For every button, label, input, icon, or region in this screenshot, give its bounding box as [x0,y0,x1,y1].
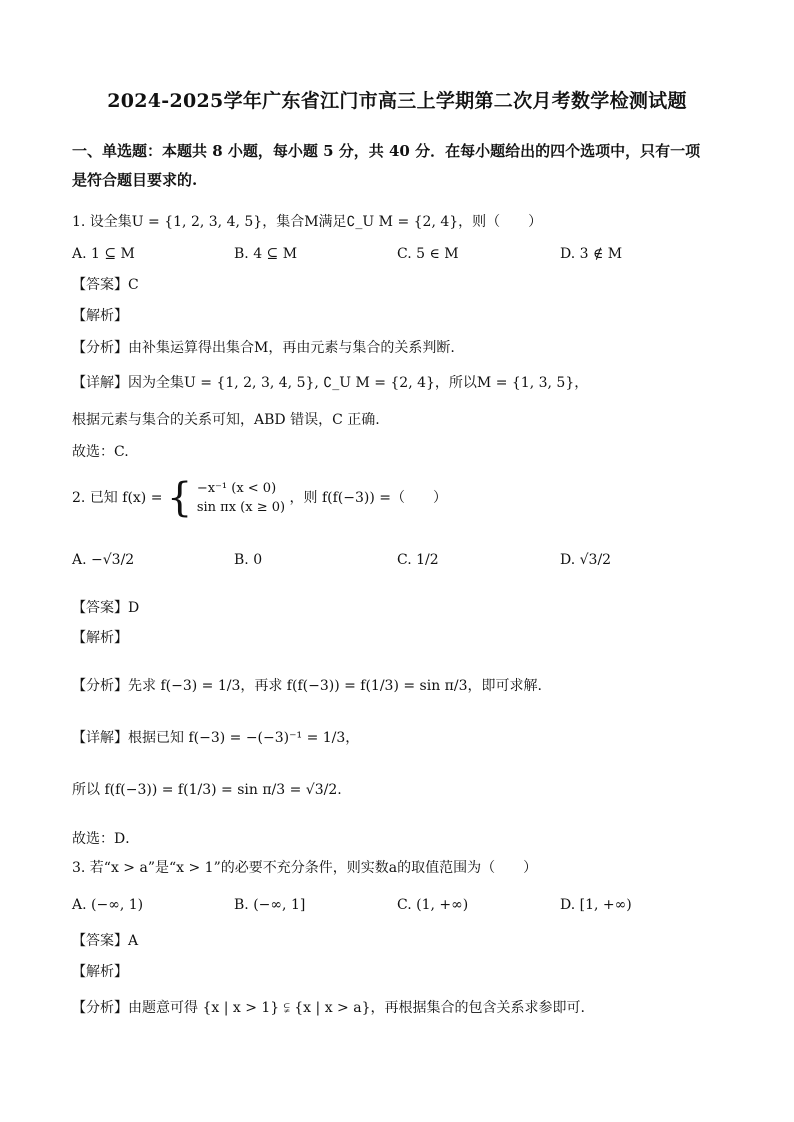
q2-xiangjie: 【详解】根据已知 f(−3) = −(−3)⁻¹ = 1/3， [72,730,360,746]
case-2: sin πx (x ≥ 0) [196,500,286,515]
section-heading-line1: 一、单选题：本题共 8 小题，每小题 5 分，共 40 分．在每小题给出的四个选项中，只有一项 [72,142,701,160]
case-1: −x⁻¹ (x < 0) [196,481,277,496]
q2-stem-b: ，则 f(f(−3)) =（ ） [289,490,447,506]
piecewise-cases [197,479,285,517]
q3-option-b: B. (−∞, 1] [234,897,306,913]
q1-option-a: A. 1 ⊆ M [72,246,135,262]
q2-option-c: C. 1/2 [397,552,439,568]
q2-stem [72,476,447,520]
q3-option-d: D. [1, +∞) [560,897,632,913]
q1-jiexi: 【解析】 [72,308,128,324]
q3-fenxi: 【分析】由题意可得 {x | x > 1} ⫋ {x | x > a}，再根据集合的包含关系求参即可. [72,1000,585,1016]
q2-stem-a: 已知 f(x) = [89,490,163,506]
q3-jiexi: 【解析】 [72,964,128,980]
q3-option-a: A. (−∞, 1) [72,897,144,913]
q2-option-a: A. −√3/2 [72,552,135,568]
q1-choice: 故选：C. [72,444,129,460]
q2-option-b: B. 0 [234,552,263,568]
q2-choice: 故选：D． [72,831,140,847]
q3-answer: 【答案】A [72,933,139,949]
q2-detail: 所以 f(f(−3)) = f(1/3) = sin π/3 = √3/2. [72,782,342,798]
q1-option-c: C. 5 ∈ M [397,246,459,262]
q1-xiangjie: 【详解】因为全集U = {1, 2, 3, 4, 5}, ∁_U M = {2, 4}，所以M = {1, 3, 5}， [72,375,589,391]
section-heading-line2: 是符合题目要求的. [72,171,198,189]
q1-option-b: B. 4 ⊆ M [234,246,298,262]
q1-fenxi: 【分析】由补集运算得出集合M，再由元素与集合的关系判断. [72,340,455,356]
q2-fenxi: 【分析】先求 f(−3) = 1/3，再求 f(f(−3)) = f(1/3) = sin π/3，即可求解. [72,678,542,694]
page-title: 2024-2025学年广东省江门市高三上学期第二次月考数学检测试题 [107,90,687,112]
q3-stem: 3. 若“x > a”是“x > 1”的必要不充分条件，则实数a的取值范围为（ ） [72,860,538,876]
q3-option-c: C. (1, +∞) [397,897,469,913]
q2-number: 2. [72,490,86,506]
q2-jiexi: 【解析】 [72,630,128,646]
q1-option-d: D. 3 ∉ M [560,246,623,262]
q1-detail: 根据元素与集合的关系可知，ABD 错误，C 正确. [72,412,380,428]
brace-symbol: { [166,475,193,521]
q1-answer: 【答案】C [72,277,139,293]
q2-answer: 【答案】D [72,600,140,616]
q2-option-d: D. √3/2 [560,552,612,568]
q1-stem: 1. 设全集U = {1, 2, 3, 4, 5}，集合M满足∁_U M = {2, 4}，则（ ） [72,214,543,230]
